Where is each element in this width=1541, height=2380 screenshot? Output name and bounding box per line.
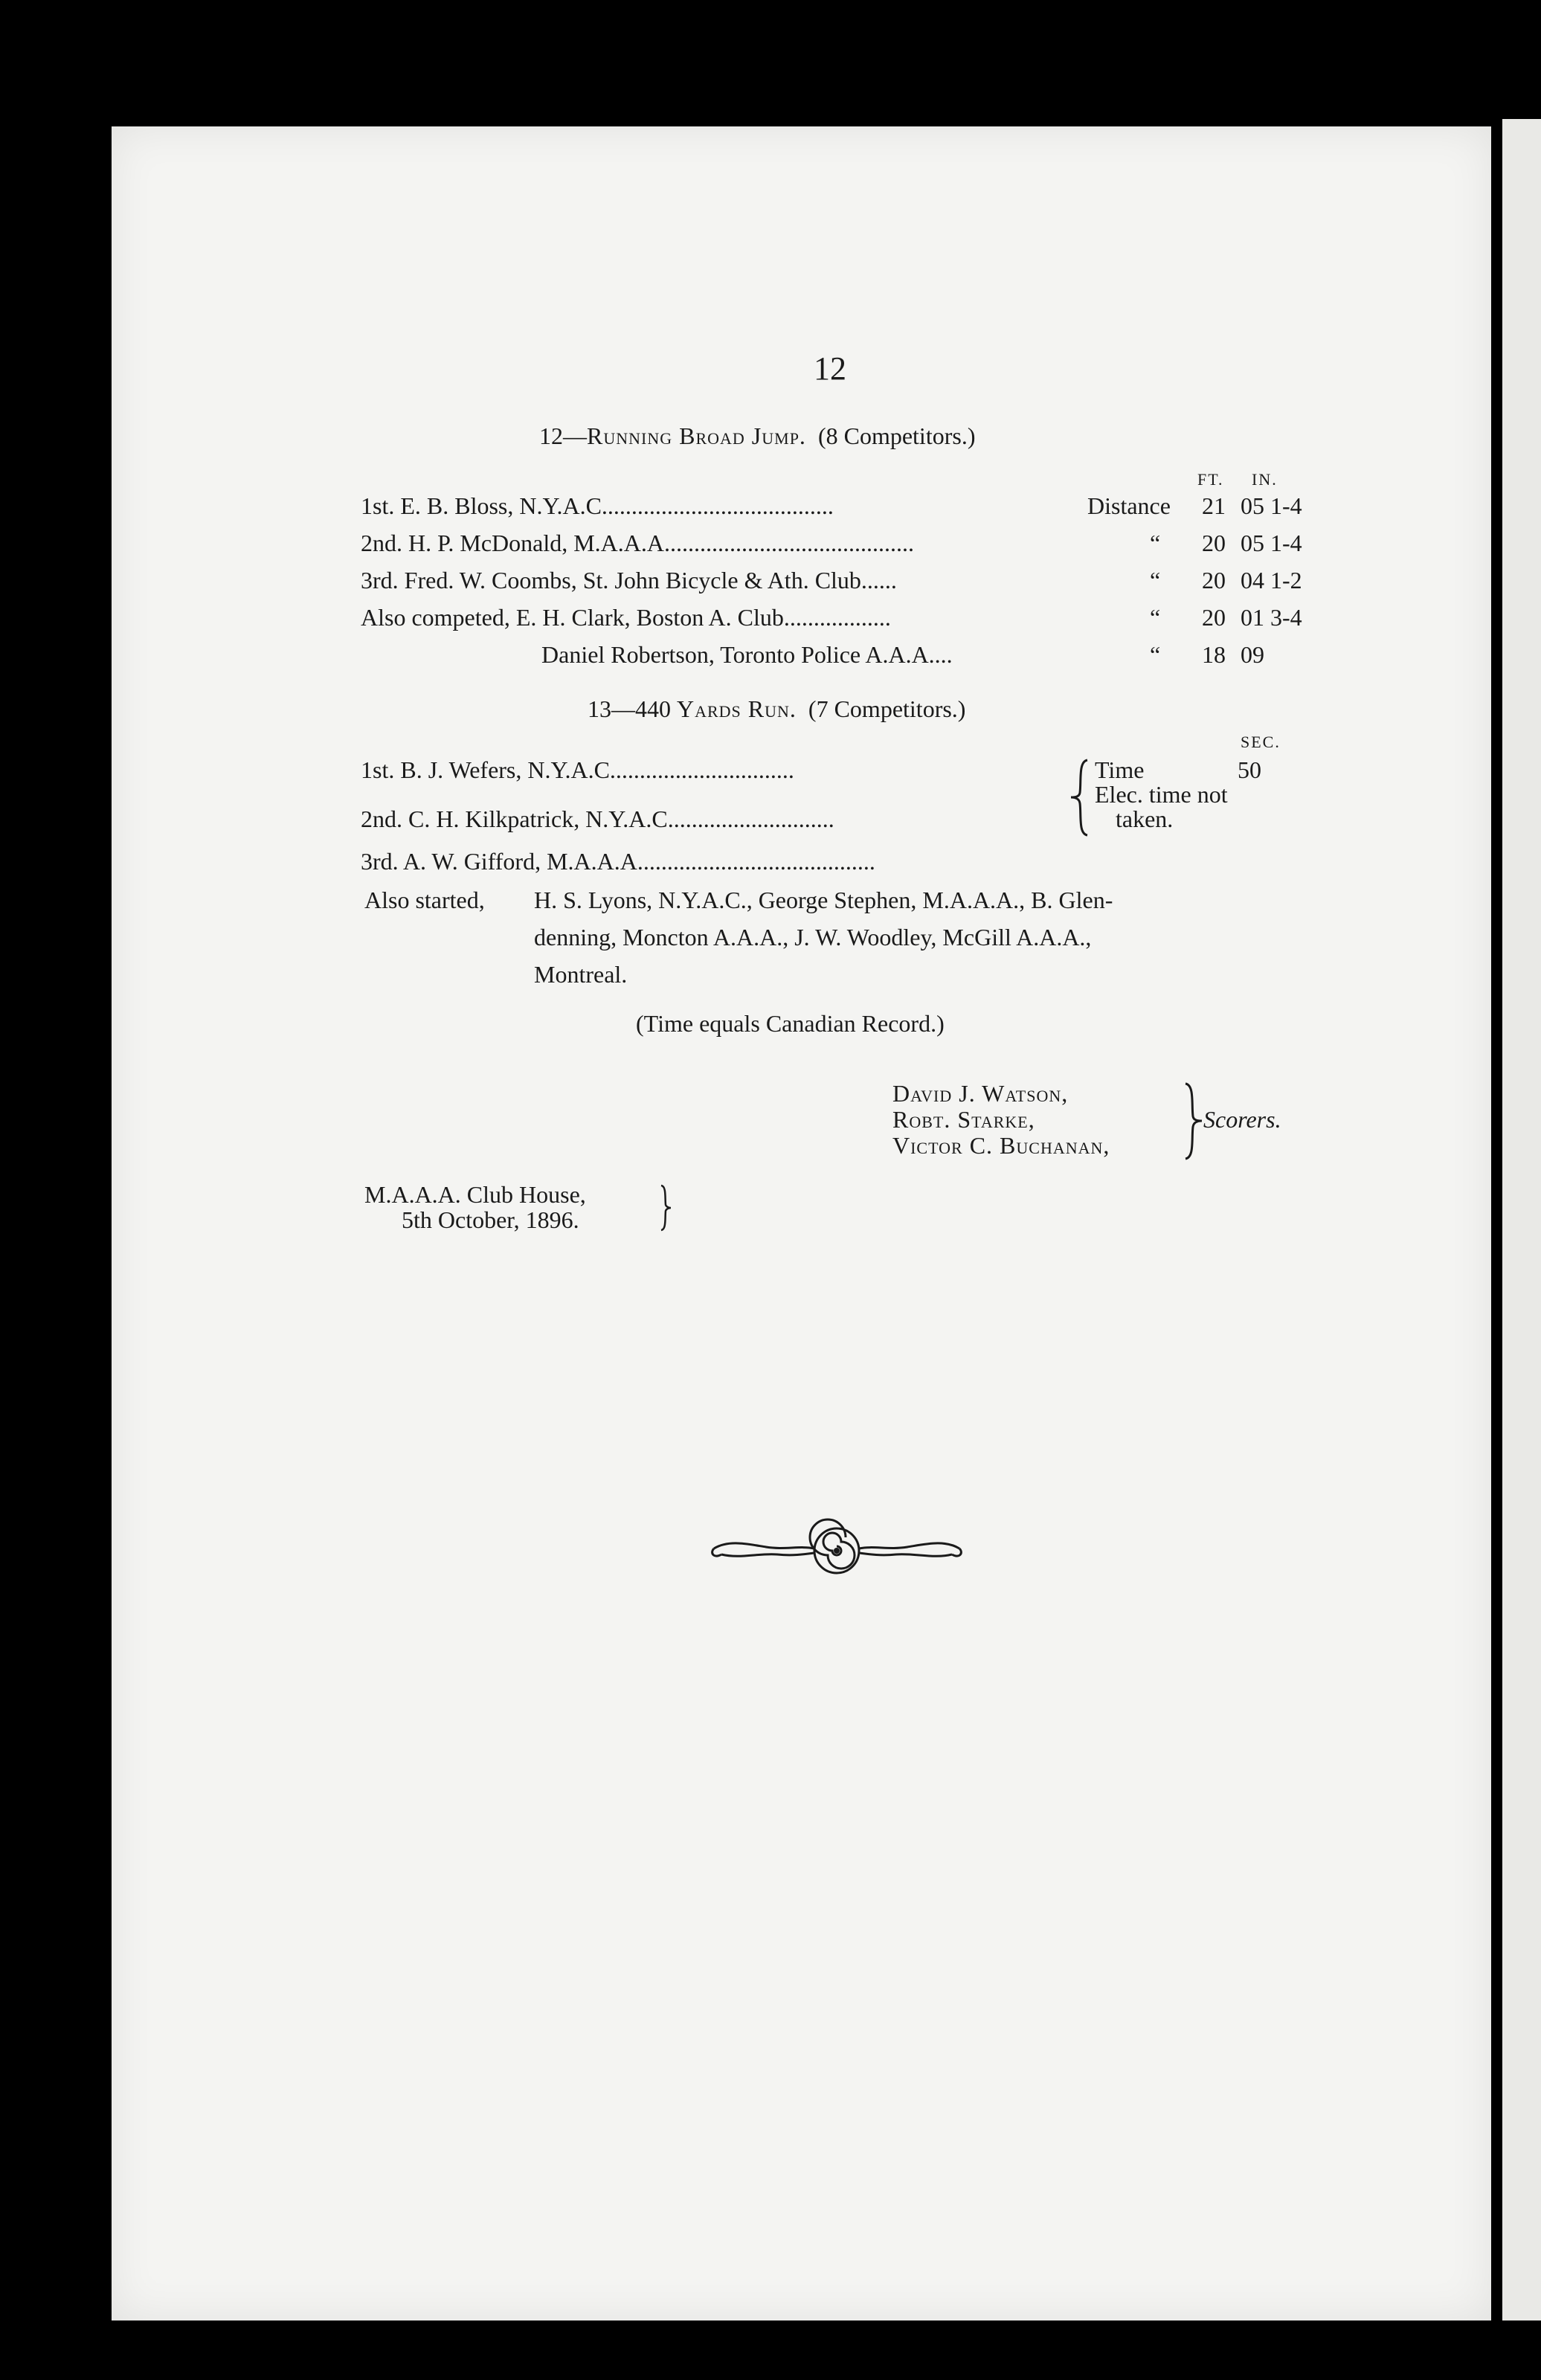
feet: 20 <box>1202 530 1226 556</box>
result-row <box>361 567 897 594</box>
leader-dots: ........................... <box>673 805 834 832</box>
time-value: 50 <box>1238 756 1261 783</box>
athlete: Daniel Robertson, Toronto Police A.A.A <box>541 641 929 668</box>
place: 1st. <box>361 756 395 783</box>
column-in: IN. <box>1252 470 1278 489</box>
brace-icon <box>659 1184 672 1232</box>
athlete: B. J. Wefers, N.Y.A.C. <box>400 756 616 783</box>
column-sec: SEC. <box>1241 733 1281 751</box>
ditto-mark: “ <box>1150 567 1161 594</box>
date-line: 5th October, 1896. <box>402 1206 579 1233</box>
scorer-name: David J. Watson, <box>892 1080 1069 1107</box>
athlete: E. B. Bloss, N.Y.A.C. <box>400 492 608 519</box>
place: 3rd. <box>361 567 399 594</box>
leader-dots: ....................................... <box>643 848 875 875</box>
also-started-line: H. S. Lyons, N.Y.A.C., George Stephen, M.A.A.A., B. Glen- <box>534 887 1113 913</box>
place: Also competed, <box>361 604 510 631</box>
leader-dots: .............................. <box>615 756 794 783</box>
result-row <box>541 641 953 669</box>
also-started-line: denning, Moncton A.A.A., J. W. Woodley, McGill A.A.A., <box>534 924 1092 951</box>
inches: 04 1-2 <box>1241 567 1302 594</box>
mark-label: Distance <box>1087 492 1171 519</box>
column-ft: FT. <box>1197 470 1224 489</box>
result-row <box>361 604 891 631</box>
scorer-name: Robt. Starke, <box>892 1106 1035 1133</box>
inches: 09 <box>1241 641 1264 668</box>
brace-icon <box>1183 1082 1205 1160</box>
elec-time-note: Elec. time not <box>1095 781 1228 808</box>
ornament-flourish-icon <box>707 1517 967 1584</box>
page-number: 12 <box>814 350 846 387</box>
athlete: E. H. Clark, Boston A. Club <box>515 604 784 631</box>
result-row <box>361 492 834 520</box>
record-note: (Time equals Canadian Record.) <box>636 1010 945 1037</box>
place: 3rd. <box>361 848 399 875</box>
also-started-line: Montreal. <box>534 961 628 988</box>
place: 2nd. <box>361 805 402 832</box>
event-12-note: (8 Competitors.) <box>817 422 976 449</box>
result-row <box>361 530 914 557</box>
place: 2nd. <box>361 530 402 556</box>
elec-time-note-2: taken. <box>1116 805 1174 832</box>
event-12-number: 12— <box>539 422 587 449</box>
athlete: H. P. McDonald, M.A.A.A. <box>408 530 670 556</box>
event-13-note: (7 Competitors.) <box>808 695 966 722</box>
scorer-name: Victor C. Buchanan, <box>892 1132 1110 1159</box>
result-row <box>361 805 834 833</box>
also-started-label: Also started, <box>364 887 485 913</box>
inches: 05 1-4 <box>1241 492 1302 519</box>
brace-icon <box>1068 759 1093 837</box>
leader-dots: .... <box>928 641 953 668</box>
event-12-heading <box>539 422 975 450</box>
leader-dots: ......................................... <box>670 530 914 556</box>
time-label: Time <box>1095 756 1145 783</box>
leader-dots: .................. <box>783 604 891 631</box>
event-13-number: 13—440 <box>588 695 671 722</box>
leader-dots: ...... <box>860 567 897 594</box>
athlete: C. H. Kilkpatrick, N.Y.A.C. <box>408 805 674 832</box>
venue-line: M.A.A.A. Club House, <box>364 1181 586 1208</box>
result-row <box>361 756 794 784</box>
event-12-title: Running Broad Jump. <box>587 422 806 449</box>
leader-dots: ...................................... <box>607 492 834 519</box>
inches: 05 1-4 <box>1241 530 1302 556</box>
ditto-mark: “ <box>1150 530 1161 556</box>
ditto-mark: “ <box>1150 604 1161 631</box>
feet: 20 <box>1202 567 1226 594</box>
result-row <box>361 848 875 875</box>
event-13-title: Yards Run. <box>677 695 797 722</box>
inches: 01 3-4 <box>1241 604 1302 631</box>
feet: 21 <box>1202 492 1226 519</box>
book-page <box>112 126 1491 2320</box>
feet: 20 <box>1202 604 1226 631</box>
place: 1st. <box>361 492 395 519</box>
athlete: A. W. Gifford, M.A.A.A. <box>402 848 643 875</box>
event-13-heading <box>588 695 965 723</box>
athlete: Fred. W. Coombs, St. John Bicycle & Ath. Club <box>404 567 861 594</box>
scorers-label: Scorers. <box>1203 1106 1281 1133</box>
facing-page-edge <box>1502 119 1541 2320</box>
feet: 18 <box>1202 641 1226 668</box>
ditto-mark: “ <box>1150 641 1161 668</box>
